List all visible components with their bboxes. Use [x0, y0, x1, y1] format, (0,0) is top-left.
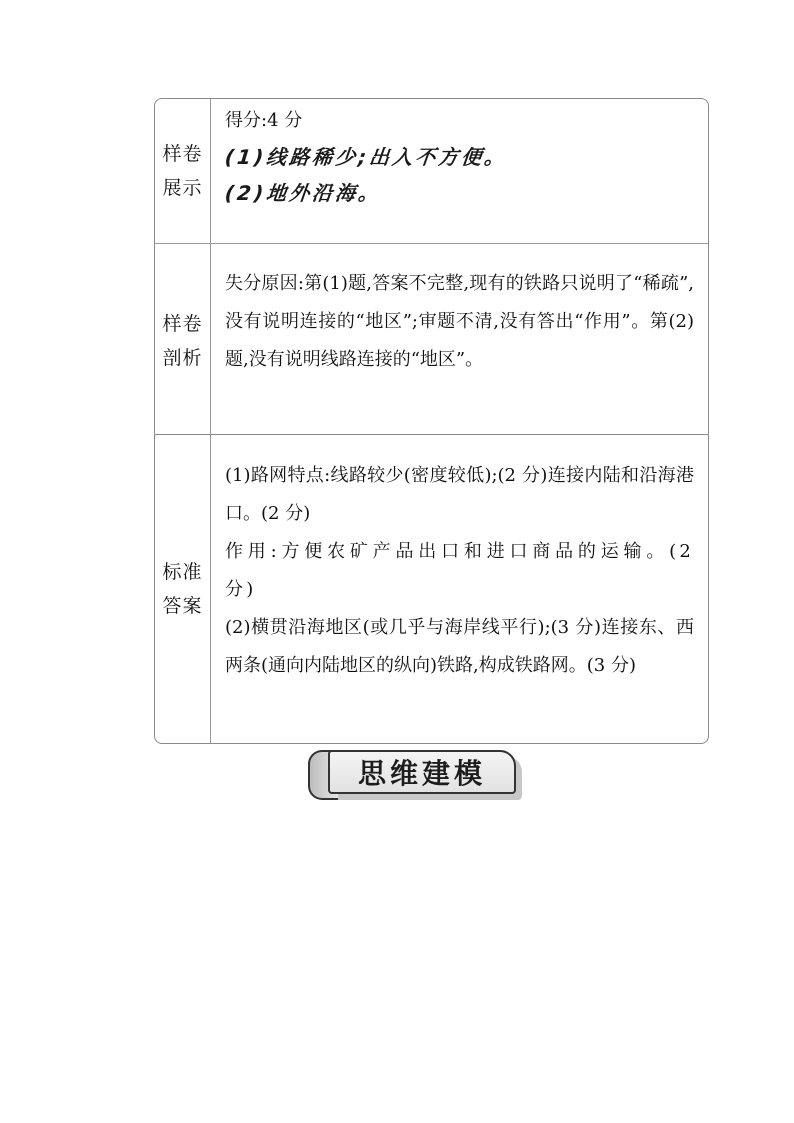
sample-display-label: [155, 99, 211, 243]
banner-body: [328, 750, 516, 794]
answer-paragraph-3: (2)横贯沿海地区(或几乎与海岸线平行);(3 分)连接东、西两条(通向内陆地区的纵向)铁路,构成铁路网。(3 分): [225, 617, 694, 676]
sample-analysis-label-line1: 样卷: [162, 313, 203, 335]
sample-display-label-line1: 样卷: [162, 143, 203, 165]
score-text: 得分:4 分: [225, 110, 303, 131]
sample-analysis-label: [155, 243, 211, 439]
standard-answer-content: [211, 435, 708, 743]
sample-analysis-text: 失分原因:第(1)题,答案不完整,现有的铁路只说明了“稀疏”,没有说明连接的“地区”;审题不清,没有答出“作用”。第(2)题,没有说明线路连接的“地区”。: [225, 273, 694, 370]
standard-answer-row: [155, 435, 708, 743]
answer-paragraph-1: (1)路网特点:线路较少(密度较低);(2 分)连接内陆和沿海港口。(2 分): [225, 465, 694, 524]
banner-title: 思维建模: [357, 757, 486, 790]
answer-paragraph-2: 作用:方便农矿产品出口和进口商品的运输。(2 分): [225, 541, 694, 600]
standard-answer-label: [155, 435, 211, 743]
sample-analysis-row: [155, 243, 708, 439]
sample-display-label-line2: 展示: [162, 177, 203, 199]
sample-table-top: [154, 98, 709, 438]
handwritten-answer-1: (1)线路稀少;出入不方便。: [223, 145, 509, 169]
sample-display-row: [155, 99, 708, 244]
sample-display-content: [211, 99, 708, 243]
handwritten-answer-2: (2)地外沿海。: [223, 181, 383, 205]
section-banner: [304, 748, 520, 800]
sample-analysis-label-line2: 剖析: [162, 347, 203, 369]
standard-answer-label-line2: 答案: [162, 595, 203, 617]
standard-answer-table: [154, 434, 709, 744]
standard-answer-label-line1: 标准: [162, 561, 203, 583]
